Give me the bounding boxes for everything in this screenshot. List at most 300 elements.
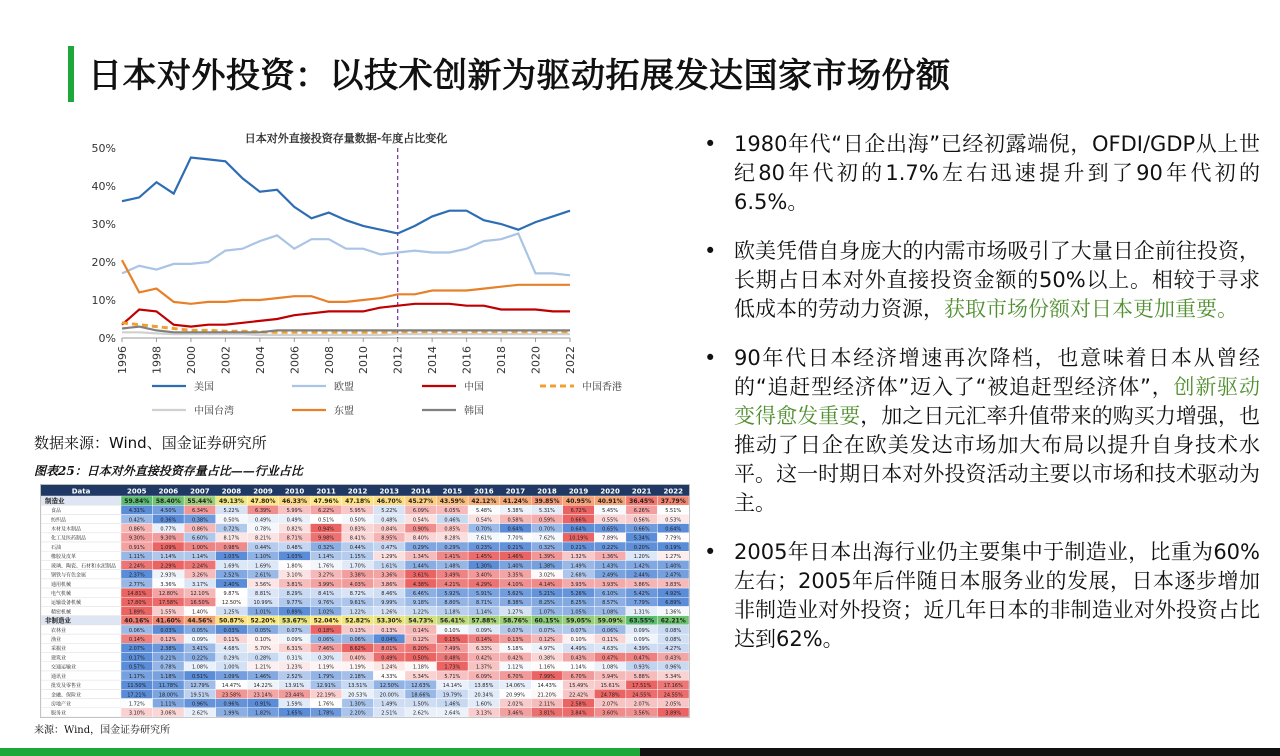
heatmap-cell-value: 9.30%: [128, 535, 145, 542]
heatmap-cell-value: 7.49%: [444, 646, 461, 653]
heatmap-cell-value: 0.32%: [318, 544, 335, 551]
heatmap-cell-value: 1.03%: [286, 554, 303, 561]
heatmap-cell-value: 1.08%: [191, 664, 208, 671]
heatmap-cell-value: 8.41%: [349, 535, 366, 542]
heatmap-cell-value: 0.07%: [570, 627, 587, 634]
heatmap-row-label: 钢铁与有色金属: [51, 572, 87, 579]
heatmap-cell-value: 5.42%: [633, 590, 650, 597]
heatmap-cell-value: 1.30%: [349, 701, 366, 708]
heatmap-cell-value: 1.70%: [349, 563, 366, 570]
heatmap-cell-value: 8.29%: [286, 590, 303, 597]
heatmap-cell-value: 40.16%: [124, 617, 150, 625]
heatmap-year-label: 2017: [505, 487, 526, 496]
heatmap-cell-value: 5.45%: [602, 508, 619, 515]
heatmap-cell-value: 20.99%: [505, 692, 525, 699]
heatmap-cell-value: 4.97%: [539, 646, 555, 653]
heatmap-cell-value: 20.34%: [474, 692, 494, 699]
heatmap-cell-value: 0.50%: [412, 655, 429, 662]
heatmap-cell-value: 15.49%: [569, 683, 589, 690]
heatmap-cell-value: 1.14%: [570, 664, 587, 671]
x-tick-label: 2006: [288, 346, 302, 374]
bullet-dot: •: [704, 346, 717, 370]
heatmap-cell-value: 1.61%: [381, 563, 398, 570]
heatmap-cell-value: 5.88%: [633, 673, 650, 680]
y-tick-label: 0%: [98, 332, 116, 345]
heatmap-cell-value: 5.99%: [286, 508, 303, 515]
heatmap-cell-value: 0.49%: [381, 655, 398, 662]
heatmap-cell-value: 1.73%: [444, 664, 461, 671]
heatmap-cell-value: 3.06%: [160, 710, 177, 717]
heatmap-cell-value: 3.36%: [160, 581, 177, 588]
heatmap-cell-value: 1.23%: [286, 664, 303, 671]
heatmap-cell-value: 14.22%: [253, 683, 273, 690]
heatmap-cell-value: 0.29%: [223, 655, 240, 662]
heatmap-cell-value: 3.36%: [381, 572, 398, 579]
heatmap-cell-value: 2.18%: [349, 673, 366, 680]
heatmap-cell-value: 0.14%: [128, 637, 145, 644]
heatmap-cell-value: 20.53%: [348, 692, 368, 699]
heatmap-cell-value: 10.19%: [569, 535, 589, 542]
heatmap-row-label: 木材及木制品: [51, 526, 82, 533]
heatmap-cell-value: 7.61%: [475, 535, 492, 542]
heatmap-row-label: 建筑业: [51, 655, 67, 662]
heatmap-cell-value: 1.30%: [475, 563, 492, 570]
heatmap-cell-value: 5.95%: [349, 508, 366, 515]
heatmap-cell-value: 0.42%: [475, 655, 492, 662]
table-figure-title: 图表25：日本对外直接投资存量占比——行业占比: [34, 464, 303, 478]
heatmap-cell-value: 2.07%: [602, 701, 619, 708]
heatmap-cell-value: 0.66%: [570, 517, 587, 524]
heatmap-cell-value: 0.78%: [160, 664, 177, 671]
heatmap-cell-value: 8.38%: [507, 600, 524, 607]
heatmap-cell-value: 1.22%: [412, 609, 429, 616]
heatmap-cell-value: 1.18%: [444, 609, 461, 616]
heatmap-cell-value: 1.09%: [223, 673, 240, 680]
heatmap-cell-value: 0.11%: [602, 637, 619, 644]
heatmap-cell-value: 0.07%: [539, 627, 555, 634]
heatmap-cell-value: 2.38%: [160, 646, 177, 653]
heatmap-cell-value: 3.99%: [318, 581, 335, 588]
heatmap-cell-value: 0.91%: [128, 544, 145, 551]
legend-label: 欧盟: [334, 382, 354, 393]
heatmap-cell-value: 2.49%: [602, 572, 619, 579]
heatmap-cell-value: 0.21%: [160, 655, 177, 662]
heatmap-cell-value: 0.05%: [255, 627, 271, 634]
heatmap-cell-value: 1.08%: [602, 664, 619, 671]
heatmap-cell-value: 8.62%: [349, 646, 366, 653]
bullet-text: 欧美凭借自身庞大的内需市场吸引了大量日企前往投资，长期占日本对外直接投资金额的50%以上。相较于寻求低成本的劳动力资源，: [734, 239, 1260, 321]
heatmap-cell-value: 8.81%: [255, 590, 271, 597]
heatmap-year-label: 2019: [568, 487, 589, 496]
heatmap-cell-value: 3.84%: [570, 710, 587, 717]
heatmap-cell-value: 1.41%: [444, 554, 461, 561]
heatmap-cell-value: 0.49%: [255, 517, 271, 524]
heatmap-cell-value: 0.43%: [665, 655, 682, 662]
heatmap-year-label: 2012: [347, 487, 368, 496]
heatmap-cell-value: 0.86%: [128, 526, 145, 533]
heatmap-cell-value: 14.47%: [221, 683, 241, 690]
heatmap-cell-value: 1.10%: [255, 554, 271, 561]
heatmap-cell-value: 1.08%: [602, 609, 619, 616]
heatmap-cell-value: 1.43%: [602, 563, 619, 570]
heatmap-cell-value: 1.34%: [412, 554, 429, 561]
heatmap-cell-value: 17.21%: [127, 692, 147, 699]
heatmap-cell-value: 1.29%: [381, 554, 398, 561]
heatmap-row-label: 采掘业: [51, 646, 67, 653]
heatmap-cell-value: 0.47%: [381, 544, 398, 551]
heatmap-cell-value: 1.22%: [349, 609, 366, 616]
heatmap-year-label: 2006: [158, 487, 179, 496]
heatmap-cell-value: 17.51%: [632, 683, 652, 690]
bullet-highlight-text: 获取市场份额对日本更加重要。: [944, 297, 1238, 321]
heatmap-cell-value: 1.46%: [507, 554, 524, 561]
heatmap-cell-value: 0.22%: [602, 544, 619, 551]
heatmap-cell-value: 14.81%: [127, 590, 147, 597]
heatmap-cell-value: 1.31%: [633, 609, 650, 616]
heatmap-cell-value: 1.48%: [444, 563, 461, 570]
heatmap-cell-value: 1.76%: [318, 701, 335, 708]
heatmap-cell-value: 8.41%: [318, 590, 335, 597]
heatmap-cell-value: 0.09%: [633, 627, 650, 634]
heatmap-cell-value: 0.13%: [349, 627, 366, 634]
heatmap-cell-value: 0.50%: [349, 517, 366, 524]
heatmap-cell-value: 0.14%: [475, 637, 492, 644]
heatmap-cell-value: 8.95%: [381, 535, 398, 542]
heatmap-cell-value: 4.50%: [160, 508, 177, 515]
heatmap-cell-value: 3.10%: [128, 710, 145, 717]
heatmap-cell-value: 3.27%: [318, 572, 335, 579]
page-title: 日本对外投资：以技术创新为驱动拓展发达国家市场份额: [88, 56, 951, 96]
heatmap-cell-value: 0.96%: [191, 701, 208, 708]
heatmap-cell-value: 17.80%: [127, 600, 147, 607]
heatmap-cell-value: 1.18%: [412, 664, 429, 671]
x-tick-label: 2020: [529, 346, 543, 374]
heatmap-cell-value: 5.34%: [633, 535, 650, 542]
heatmap-cell-value: 1.69%: [223, 563, 240, 570]
heatmap-cell-value: 0.32%: [539, 544, 555, 551]
heatmap-cell-value: 5.31%: [539, 508, 555, 515]
heatmap-cell-value: 0.86%: [191, 526, 208, 533]
heatmap-cell-value: 1.00%: [223, 664, 240, 671]
heatmap-cell-value: 5.34%: [412, 673, 429, 680]
heatmap-cell-value: 0.22%: [191, 655, 208, 662]
heatmap-cell-value: 0.21%: [507, 544, 524, 551]
heatmap-cell-value: 0.17%: [128, 655, 145, 662]
heatmap-year-label: 2014: [411, 487, 431, 496]
heatmap-cell-value: 0.13%: [507, 637, 524, 644]
heatmap-row-label: 非制造业: [45, 616, 71, 625]
heatmap-cell-value: 1.89%: [128, 609, 145, 616]
heatmap-cell-value: 15.61%: [600, 683, 620, 690]
heatmap-cell-value: 63.55%: [629, 617, 655, 625]
legend-label: 美国: [194, 382, 214, 393]
heatmap-cell-value: 1.14%: [475, 609, 492, 616]
heatmap-cell-value: 5.94%: [602, 673, 619, 680]
heatmap-cell-value: 3.49%: [444, 572, 461, 579]
heatmap-cell-value: 4.03%: [349, 581, 366, 588]
heatmap-cell-value: 2.58%: [570, 701, 587, 708]
heatmap-cell-value: 2.52%: [223, 572, 240, 579]
heatmap-cell-value: 6.05%: [444, 508, 461, 515]
heatmap-cell-value: 47.96%: [313, 497, 339, 505]
heatmap-cell-value: 24.55%: [632, 692, 652, 699]
heatmap-year-label: 2020: [600, 487, 620, 496]
heatmap-cell-value: 3.38%: [349, 572, 366, 579]
heatmap-cell-value: 1.49%: [381, 701, 398, 708]
y-tick-label: 30%: [91, 218, 116, 231]
heatmap-cell-value: 52.04%: [313, 617, 339, 625]
heatmap-cell-value: 0.38%: [539, 655, 555, 662]
heatmap-cell-value: 55.44%: [187, 497, 213, 505]
heatmap-cell-value: 59.05%: [566, 617, 592, 625]
heatmap-cell-value: 0.72%: [223, 526, 240, 533]
heatmap-cell-value: 3.35%: [507, 572, 524, 579]
heatmap-cell-value: 4.29%: [475, 581, 492, 588]
heatmap-cell-value: 0.08%: [665, 627, 682, 634]
heatmap-year-label: 2013: [379, 487, 399, 496]
heatmap-cell-value: 1.69%: [255, 563, 271, 570]
footer-dark-bar: [640, 748, 1280, 756]
heatmap-cell-value: 0.18%: [318, 627, 335, 634]
heatmap-cell-value: 13.51%: [348, 683, 368, 690]
y-tick-label: 50%: [91, 142, 116, 155]
heatmap-cell-value: 24.55%: [663, 692, 683, 699]
heatmap-cell-value: 23.44%: [285, 692, 305, 699]
heatmap-cell-value: 1.07%: [539, 609, 555, 616]
legend-label: 中国香港: [582, 382, 622, 393]
heatmap-cell-value: 54.73%: [408, 617, 434, 625]
heatmap-cell-value: 0.42%: [128, 517, 145, 524]
heatmap-cell-value: 4.27%: [665, 646, 682, 653]
x-tick-label: 1996: [116, 346, 129, 374]
heatmap-cell-value: 7.89%: [602, 535, 619, 542]
heatmap-cell-value: 53.30%: [376, 617, 402, 625]
heatmap-cell-value: 0.49%: [286, 517, 303, 524]
heatmap-cell-value: 0.09%: [191, 637, 208, 644]
heatmap-cell-value: 58.76%: [502, 617, 528, 625]
heatmap-cell-value: 0.42%: [507, 655, 524, 662]
heatmap-cell-value: 39.85%: [534, 497, 560, 505]
heatmap-cell-value: 9.99%: [381, 600, 398, 607]
heatmap-cell-value: 59.84%: [124, 497, 150, 505]
heatmap-cell-value: 2.07%: [633, 701, 650, 708]
heatmap-cell-value: 6.09%: [475, 673, 492, 680]
heatmap-cell-value: 1.09%: [160, 544, 177, 551]
heatmap-cell-value: 0.90%: [412, 526, 429, 533]
heatmap-cell-value: 2.52%: [286, 673, 303, 680]
heatmap-cell-value: 49.13%: [218, 497, 244, 505]
heatmap-cell-value: 0.12%: [412, 637, 429, 644]
heatmap-cell-value: 6.31%: [286, 646, 303, 653]
heatmap-cell-value: 0.66%: [633, 526, 650, 533]
heatmap-cell-value: 52.82%: [345, 617, 371, 625]
bullet-text: 2005年日本出海行业仍主要集中于制造业，比重为60%左右；2005年后伴随日本服务业的发展，日本逐步增加非制造业对外投资；近几年日本的非制造业对外投资占比达到62%。: [734, 540, 1260, 651]
heatmap-cell-value: 0.54%: [412, 517, 429, 524]
heatmap-cell-value: 8.80%: [444, 600, 461, 607]
heatmap-cell-value: 2.68%: [570, 572, 587, 579]
heatmap-cell-value: 45.27%: [408, 497, 434, 505]
heatmap-cell-value: 3.81%: [286, 581, 303, 588]
line-chart: [82, 122, 622, 432]
bullet-list: [700, 130, 1260, 674]
heatmap-cell-value: 41.24%: [502, 497, 528, 505]
heatmap-cell-value: 4.38%: [412, 581, 429, 588]
x-tick-label: 2018: [495, 346, 509, 374]
heatmap-cell-value: 1.78%: [318, 710, 335, 717]
heatmap-cell-value: 1.37%: [475, 664, 492, 671]
heatmap-year-label: 2021: [631, 487, 652, 496]
heatmap-cell-value: 56.41%: [439, 617, 465, 625]
heatmap-cell-value: 13.91%: [285, 683, 305, 690]
heatmap-cell-value: 2.51%: [381, 710, 398, 717]
heatmap-cell-value: 18.66%: [411, 692, 431, 699]
heatmap-cell-value: 0.96%: [223, 701, 240, 708]
heatmap-cell-value: 0.59%: [539, 517, 555, 524]
heatmap-cell-value: 5.92%: [444, 590, 461, 597]
heatmap-cell-value: 7.62%: [539, 535, 555, 542]
heatmap-cell-value: 0.89%: [286, 609, 303, 616]
heatmap-cell-value: 42.12%: [471, 497, 497, 505]
bullet-item: [700, 130, 1260, 217]
chart-source: 数据来源：Wind、国金证券研究所: [34, 434, 267, 452]
heatmap-cell-value: 0.12%: [160, 637, 177, 644]
heatmap-cell-value: 0.56%: [633, 517, 650, 524]
heatmap-row-label: 制造业: [45, 496, 65, 505]
heatmap-cell-value: 3.41%: [191, 646, 208, 653]
heatmap-cell-value: 47.80%: [250, 497, 276, 505]
heatmap-cell-value: 1.20%: [633, 554, 650, 561]
heatmap-cell-value: 5.21%: [539, 590, 555, 597]
heatmap-cell-value: 1.38%: [539, 563, 555, 570]
heatmap-cell-value: 46.33%: [282, 497, 308, 505]
bullet-dot: •: [704, 132, 717, 156]
heatmap-cell-value: 0.84%: [381, 526, 398, 533]
title-accent-bar: [68, 46, 74, 102]
heatmap-cell-value: 5.62%: [507, 590, 524, 597]
heatmap-cell-value: 6.70%: [570, 673, 587, 680]
heatmap-cell-value: 5.22%: [223, 508, 240, 515]
heatmap-cell-value: 0.53%: [665, 517, 682, 524]
heatmap-cell-value: 7.99%: [539, 673, 555, 680]
heatmap-year-label: 2007: [190, 487, 210, 496]
legend-label: 中国: [464, 382, 484, 393]
heatmap-cell-value: 0.21%: [570, 544, 587, 551]
heatmap-cell-value: 43.59%: [439, 497, 465, 505]
heatmap-cell-value: 58.40%: [155, 497, 181, 505]
heatmap-cell-value: 1.32%: [570, 554, 587, 561]
heatmap-cell-value: 0.03%: [160, 627, 177, 634]
heatmap-cell-value: 24.78%: [600, 692, 620, 699]
heatmap-cell-value: 0.85%: [444, 526, 461, 533]
heatmap-cell-value: 1.16%: [539, 664, 555, 671]
heatmap-cell-value: 2.37%: [128, 572, 145, 579]
heatmap-row-label: 通用机械: [51, 581, 72, 588]
heatmap-cell-value: 8.25%: [570, 600, 587, 607]
heatmap-cell-value: 19.51%: [190, 692, 210, 699]
heatmap-cell-value: 0.65%: [602, 526, 619, 533]
heatmap-cell-value: 0.19%: [665, 544, 682, 551]
heatmap-cell-value: 1.24%: [381, 664, 398, 671]
heatmap-year-label: 2008: [221, 487, 242, 496]
bullet-item: [700, 344, 1260, 518]
heatmap-cell-value: 0.43%: [570, 655, 587, 662]
heatmap-cell-value: 5.51%: [665, 508, 682, 515]
heatmap-cell-value: 1.40%: [191, 609, 208, 616]
heatmap-cell-value: 4.39%: [633, 646, 650, 653]
heatmap-cell-value: 2.77%: [128, 581, 145, 588]
heatmap-cell-value: 1.46%: [255, 673, 271, 680]
heatmap-cell-value: 0.05%: [191, 627, 208, 634]
heatmap-svg: [41, 485, 689, 717]
x-tick-label: 2012: [391, 346, 405, 374]
industry-heatmap-table: [40, 484, 690, 718]
heatmap-cell-value: 1.26%: [381, 609, 398, 616]
legend-label: 韩国: [464, 406, 484, 417]
heatmap-cell-value: 1.03%: [223, 554, 240, 561]
heatmap-cell-value: 6.26%: [633, 508, 650, 515]
heatmap-cell-value: 40.91%: [597, 497, 623, 505]
heatmap-cell-value: 36.45%: [629, 497, 655, 505]
heatmap-cell-value: 7.46%: [318, 646, 335, 653]
heatmap-cell-value: 0.09%: [475, 627, 492, 634]
heatmap-cell-value: 0.94%: [318, 526, 335, 533]
heatmap-cell-value: 2.93%: [160, 572, 177, 579]
heatmap-row-label: 农林业: [51, 627, 67, 634]
heatmap-cell-value: 12.50%: [379, 683, 399, 690]
heatmap-cell-value: 3.13%: [475, 710, 492, 717]
heatmap-cell-value: 0.30%: [318, 655, 335, 662]
heatmap-cell-value: 8.71%: [475, 600, 492, 607]
heatmap-cell-value: 12.91%: [316, 683, 336, 690]
heatmap-cell-value: 0.46%: [444, 517, 461, 524]
heatmap-cell-value: 1.17%: [128, 673, 145, 680]
chart-title: 日本对外直接投资存量数据-年度占比变化: [244, 132, 448, 145]
heatmap-header-label: Data: [71, 487, 91, 496]
heatmap-cell-value: 1.02%: [318, 609, 335, 616]
heatmap-row-label: 交通运输业: [51, 664, 77, 671]
heatmap-cell-value: 0.09%: [286, 637, 303, 644]
heatmap-cell-value: 2.24%: [191, 563, 208, 570]
heatmap-year-label: 2022: [663, 487, 683, 496]
heatmap-cell-value: 57.88%: [471, 617, 497, 625]
heatmap-cell-value: 0.10%: [570, 637, 587, 644]
heatmap-cell-value: 5.70%: [255, 646, 271, 653]
heatmap-cell-value: 1.49%: [570, 563, 587, 570]
heatmap-cell-value: 6.22%: [318, 508, 335, 515]
heatmap-cell-value: 0.48%: [286, 544, 303, 551]
heatmap-cell-value: 0.40%: [349, 655, 366, 662]
heatmap-cell-value: 1.25%: [223, 609, 240, 616]
heatmap-cell-value: 2.24%: [128, 563, 145, 570]
heatmap-cell-value: 6.60%: [191, 535, 208, 542]
heatmap-cell-value: 9.77%: [286, 600, 303, 607]
heatmap-cell-value: 47.18%: [345, 497, 371, 505]
heatmap-cell-value: 1.14%: [191, 554, 208, 561]
heatmap-cell-value: 0.96%: [665, 664, 682, 671]
heatmap-cell-value: 7.79%: [633, 600, 650, 607]
heatmap-cell-value: 0.70%: [475, 526, 492, 533]
heatmap-cell-value: 0.54%: [475, 517, 492, 524]
heatmap-row-label: 批发及零售业: [51, 683, 82, 690]
series-line-2: [122, 304, 570, 327]
heatmap-cell-value: 3.40%: [475, 572, 492, 579]
heatmap-cell-value: 1.14%: [160, 554, 177, 561]
heatmap-row-label: 橡胶及皮革: [51, 554, 77, 561]
heatmap-cell-value: 1.72%: [128, 701, 145, 708]
heatmap-cell-value: 3.93%: [602, 581, 619, 588]
heatmap-cell-value: 3.86%: [633, 581, 650, 588]
heatmap-cell-value: 5.34%: [665, 673, 682, 680]
